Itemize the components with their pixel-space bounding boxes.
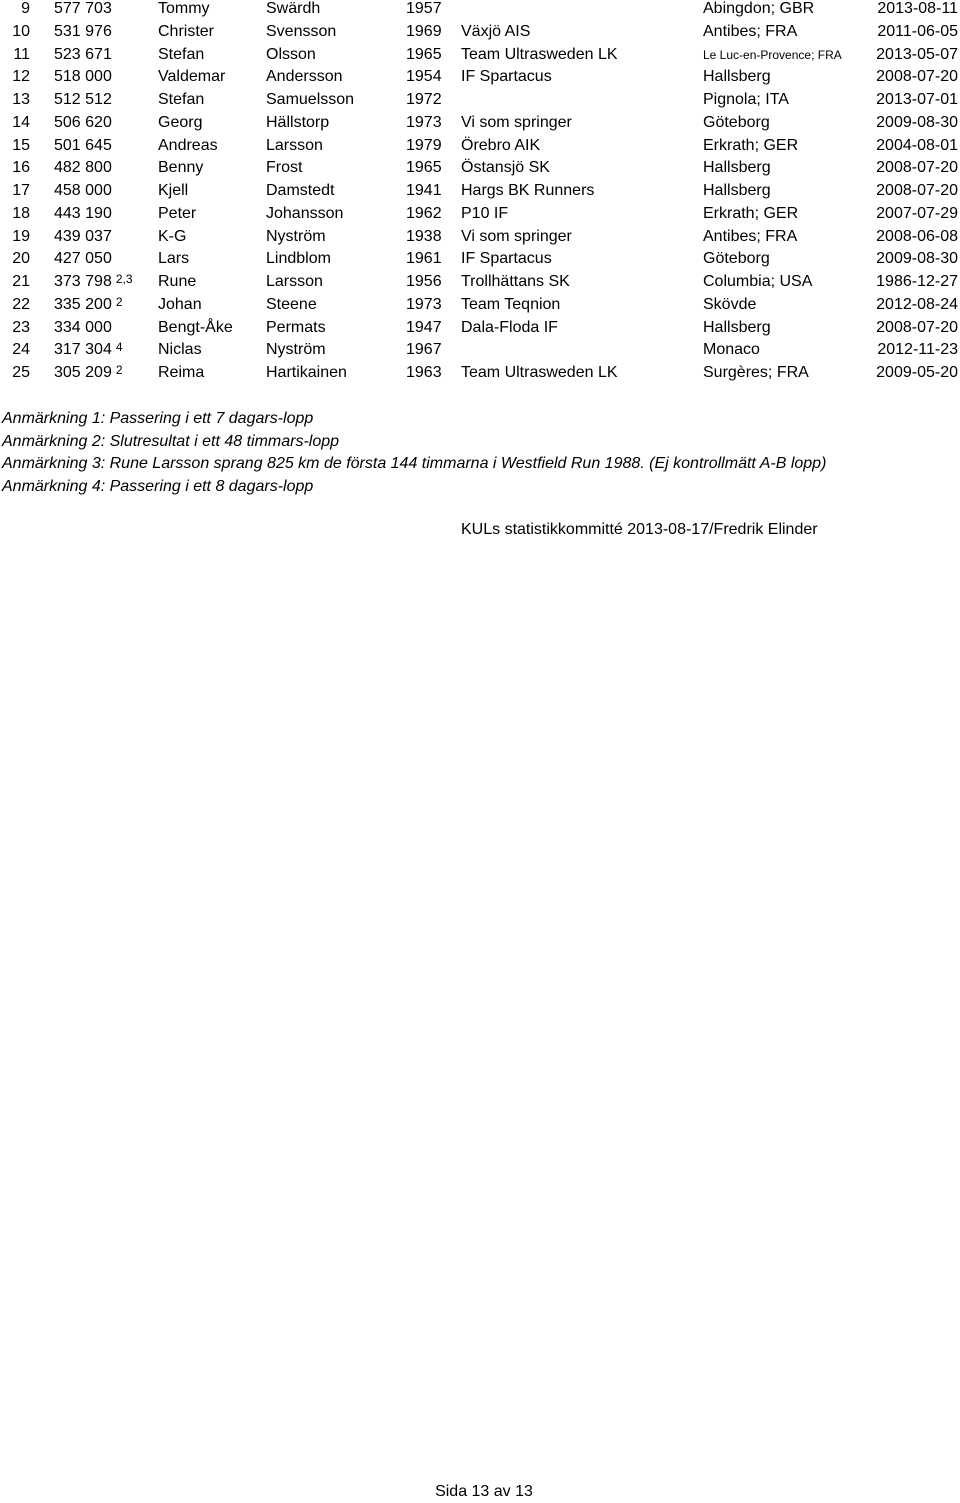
date-cell	[876, 91, 958, 109]
date-cell	[877, 0, 958, 18]
rank-cell-text: 24	[12, 341, 30, 359]
birth-year-cell	[406, 91, 442, 109]
birth-year-cell-text: 1972	[406, 91, 442, 108]
last-name-cell-text: Lindblom	[266, 250, 331, 268]
note-4: Anmärkning 4: Passering i ett 8 dagars-lopp	[2, 478, 314, 496]
points-cell-text: 518 000	[54, 68, 112, 86]
rank-cell	[0, 250, 30, 268]
last-name-cell	[266, 250, 331, 268]
first-name-cell-text: Peter	[158, 204, 197, 222]
first-name-cell	[158, 364, 204, 382]
first-name-cell-text: Reima	[158, 364, 205, 381]
table-row	[0, 23, 960, 45]
first-name-cell-text: Benny	[158, 159, 204, 177]
table-row	[0, 205, 960, 227]
place-cell	[703, 228, 797, 246]
last-name-cell-text: Samuelsson	[266, 91, 355, 108]
birth-year-cell-text: 1965	[406, 45, 442, 63]
place-cell	[703, 341, 760, 359]
place-cell	[703, 273, 812, 291]
points-cell-text: 512 512	[54, 91, 112, 108]
points-cell	[54, 205, 116, 223]
rank-cell	[0, 364, 30, 382]
club-cell	[461, 228, 572, 246]
last-name-cell	[266, 159, 302, 177]
place-cell	[703, 182, 771, 200]
table-row	[0, 250, 960, 272]
table-row	[0, 319, 960, 341]
rank-cell-text: 22	[12, 295, 30, 313]
date-cell	[876, 228, 958, 246]
first-name-cell-text: Niclas	[158, 341, 202, 359]
birth-year-cell-text: 1947	[406, 318, 442, 336]
rank-cell-text: 23	[12, 318, 30, 336]
birth-year-cell	[406, 273, 442, 291]
club-cell-text: IF Spartacus	[461, 68, 552, 86]
date-cell-text: 2008-06-08	[876, 227, 958, 245]
last-name-cell-text: Svensson	[266, 22, 337, 40]
first-name-cell-text: Bengt-Åke	[158, 318, 233, 336]
last-name-cell-text: Swärdh	[266, 0, 321, 17]
points-cell-text: 373 798	[54, 273, 112, 290]
birth-year-cell-text: 1961	[406, 250, 442, 268]
last-name-cell-text: Andersson	[266, 68, 343, 86]
place-cell-text: Hallsberg	[703, 182, 771, 199]
date-cell	[876, 205, 958, 223]
date-cell	[876, 46, 958, 64]
last-name-cell	[266, 296, 317, 314]
points-cell	[54, 114, 116, 132]
points-cell	[54, 250, 116, 268]
date-cell	[876, 273, 958, 291]
footnote-marker: 2,3	[115, 272, 133, 286]
last-name-cell-text: Frost	[266, 159, 303, 177]
points-cell-text: 427 050	[54, 250, 112, 268]
birth-year-cell	[406, 319, 442, 337]
points-cell-text: 335 200	[54, 295, 112, 313]
points-cell-text: 317 304	[54, 341, 112, 359]
footnote-marker: 2	[115, 363, 123, 377]
club-cell-text: Örebro AIK	[461, 136, 541, 154]
rank-cell	[0, 319, 30, 337]
birth-year-cell	[406, 296, 442, 314]
club-cell	[461, 364, 618, 382]
place-cell-text: Skövde	[703, 295, 757, 313]
last-name-cell-text: Larsson	[266, 136, 323, 154]
birth-year-cell	[406, 23, 442, 41]
rank-cell-text: 11	[13, 45, 30, 63]
first-name-cell	[158, 182, 188, 200]
birth-year-cell	[406, 46, 442, 64]
last-name-cell	[266, 182, 334, 200]
points-cell	[54, 296, 123, 314]
date-cell	[876, 68, 958, 86]
place-cell-text: Hallsberg	[703, 159, 771, 177]
place-cell-text: Göteborg	[703, 113, 770, 131]
last-name-cell	[266, 319, 326, 337]
birth-year-cell	[406, 205, 442, 223]
rank-cell	[0, 228, 30, 246]
club-cell-text: Östansjö SK	[461, 159, 550, 177]
date-cell	[876, 114, 958, 132]
last-name-cell	[266, 341, 326, 359]
first-name-cell	[158, 296, 202, 314]
first-name-cell	[158, 228, 186, 246]
page-number: Sida 13 av 13	[435, 1483, 533, 1500]
date-cell-text: 2009-08-30	[876, 113, 958, 131]
place-cell	[703, 0, 814, 18]
rank-cell	[0, 91, 30, 109]
place-cell	[703, 137, 798, 155]
table-row	[0, 114, 960, 136]
place-cell-text: Abingdon; GBR	[703, 0, 815, 17]
date-cell-text: 2012-11-23	[877, 341, 958, 359]
last-name-cell-text: Steene	[266, 295, 317, 313]
table-row	[0, 182, 960, 204]
birth-year-cell	[406, 68, 442, 86]
rank-cell-text: 16	[12, 159, 30, 177]
last-name-cell-text: Nyström	[266, 227, 326, 245]
place-cell-text: Monaco	[703, 341, 760, 359]
first-name-cell	[158, 159, 203, 177]
club-cell-text: Team Ultrasweden LK	[461, 364, 618, 381]
points-cell	[54, 273, 133, 291]
place-cell-text: Columbia; USA	[703, 273, 813, 290]
points-cell	[54, 341, 123, 359]
date-cell-text: 2008-07-20	[876, 318, 958, 336]
club-cell-text: Trollhättans SK	[461, 273, 570, 290]
first-name-cell-text: Kjell	[158, 182, 189, 199]
table-row	[0, 46, 960, 68]
place-cell	[703, 364, 809, 382]
first-name-cell	[158, 0, 210, 18]
first-name-cell	[158, 341, 202, 359]
date-cell	[876, 159, 958, 177]
place-cell-text: Hallsberg	[703, 318, 771, 336]
first-name-cell-text: Valdemar	[158, 68, 226, 86]
club-cell-text: Team Ultrasweden LK	[461, 45, 618, 63]
birth-year-cell-text: 1965	[406, 159, 442, 177]
rank-cell-text: 12	[12, 68, 30, 86]
last-name-cell-text: Olsson	[266, 45, 316, 63]
points-cell-text: 458 000	[54, 182, 112, 199]
statistics-credit: KULs statistikkommitté 2013-08-17/Fredrik Elinder	[461, 521, 818, 538]
rank-cell	[0, 0, 30, 18]
club-cell-text: Växjö AIS	[461, 22, 531, 40]
points-cell	[54, 364, 123, 382]
points-cell-text: 482 800	[54, 159, 112, 177]
place-cell-text: Göteborg	[703, 250, 770, 268]
first-name-cell-text: Georg	[158, 113, 203, 131]
last-name-cell	[266, 46, 316, 64]
place-cell	[703, 159, 771, 177]
rank-cell	[0, 68, 30, 86]
first-name-cell-text: K-G	[158, 227, 187, 245]
last-name-cell-text: Johansson	[266, 204, 344, 222]
birth-year-cell-text: 1963	[406, 364, 442, 381]
last-name-cell-text: Permats	[266, 318, 326, 336]
rank-cell-text: 10	[12, 22, 30, 40]
date-cell-text: 2009-05-20	[876, 364, 958, 381]
table-row	[0, 159, 960, 181]
birth-year-cell-text: 1969	[406, 22, 442, 40]
club-cell	[461, 159, 550, 177]
last-name-cell-text: Hartikainen	[266, 364, 347, 381]
birth-year-cell-text: 1941	[406, 182, 442, 199]
place-cell	[703, 46, 842, 64]
birth-year-cell	[406, 250, 442, 268]
date-cell-text: 1986-12-27	[876, 273, 958, 290]
birth-year-cell	[406, 114, 442, 132]
birth-year-cell	[406, 0, 442, 18]
table-row	[0, 228, 960, 250]
rank-cell	[0, 205, 30, 223]
date-cell-text: 2008-07-20	[876, 182, 958, 199]
club-cell-text: Team Teqnion	[461, 295, 561, 313]
points-cell-text: 334 000	[54, 318, 112, 336]
place-cell-text: Erkrath; GER	[703, 136, 799, 154]
date-cell-text: 2004-08-01	[876, 136, 958, 154]
place-cell	[703, 68, 771, 86]
date-cell	[876, 296, 958, 314]
birth-year-cell	[406, 137, 442, 155]
place-cell	[703, 296, 756, 314]
points-cell-text: 577 703	[54, 0, 112, 17]
last-name-cell-text: Damstedt	[266, 182, 335, 199]
birth-year-cell-text: 1973	[406, 295, 442, 313]
place-cell-text: Le Luc-en-Provence; FRA	[703, 47, 842, 62]
birth-year-cell-text: 1956	[406, 273, 442, 290]
table-row	[0, 137, 960, 159]
place-cell-text: Erkrath; GER	[703, 204, 799, 222]
last-name-cell-text: Nyström	[266, 341, 326, 359]
club-cell-text: Vi som springer	[461, 113, 572, 131]
first-name-cell	[158, 91, 204, 109]
club-cell-text: IF Spartacus	[461, 250, 552, 268]
date-cell-text: 2013-07-01	[876, 91, 958, 108]
rank-cell	[0, 23, 30, 41]
points-cell	[54, 46, 116, 64]
birth-year-cell	[406, 341, 442, 359]
club-cell	[461, 137, 540, 155]
last-name-cell	[266, 205, 343, 223]
rank-cell	[0, 114, 30, 132]
points-cell	[54, 91, 116, 109]
table-row	[0, 364, 960, 386]
place-cell	[703, 319, 771, 337]
notes-section	[2, 408, 826, 499]
club-cell-text: Vi som springer	[461, 227, 572, 245]
points-cell	[54, 23, 116, 41]
note-3: Anmärkning 3: Rune Larsson sprang 825 km de första 144 timmarna i Westfield Run 1988. (Ej kontrollmätt A-B lopp)	[2, 455, 827, 473]
place-cell-text: Surgères; FRA	[703, 364, 809, 381]
last-name-cell	[266, 137, 323, 155]
date-cell-text: 2013-05-07	[876, 45, 958, 63]
rank-cell	[0, 137, 30, 155]
place-cell	[703, 23, 797, 41]
points-cell-text: 501 645	[54, 136, 112, 154]
club-cell	[461, 46, 618, 64]
rank-cell-text: 20	[12, 250, 30, 268]
birth-year-cell-text: 1967	[406, 341, 442, 359]
place-cell-text: Hallsberg	[703, 68, 771, 86]
first-name-cell	[158, 23, 214, 41]
footnote-marker: 2	[115, 294, 123, 309]
birth-year-cell	[406, 159, 442, 177]
place-cell	[703, 91, 789, 109]
last-name-cell	[266, 273, 323, 291]
club-cell	[461, 182, 594, 200]
club-cell-text: Hargs BK Runners	[461, 182, 595, 199]
first-name-cell	[158, 250, 189, 268]
club-cell	[461, 250, 552, 268]
points-cell	[54, 319, 116, 337]
points-cell-text: 443 190	[54, 204, 112, 222]
first-name-cell-text: Rune	[158, 273, 197, 290]
first-name-cell-text: Lars	[158, 250, 190, 268]
first-name-cell	[158, 205, 196, 223]
birth-year-cell	[406, 228, 442, 246]
points-cell	[54, 159, 116, 177]
birth-year-cell-text: 1954	[406, 68, 442, 86]
last-name-cell	[266, 23, 336, 41]
place-cell	[703, 250, 770, 268]
rank-cell-text: 13	[12, 91, 30, 108]
birth-year-cell-text: 1962	[406, 204, 442, 222]
place-cell-text: Antibes; FRA	[703, 227, 798, 245]
last-name-cell-text: Larsson	[266, 273, 323, 290]
birth-year-cell	[406, 364, 442, 382]
club-cell-text: Dala-Floda IF	[461, 318, 558, 336]
club-cell-text: P10 IF	[461, 204, 509, 222]
date-cell-text: 2009-08-30	[876, 250, 958, 268]
first-name-cell-text: Stefan	[158, 45, 205, 63]
points-cell	[54, 0, 116, 18]
club-cell	[461, 114, 572, 132]
first-name-cell	[158, 273, 196, 291]
club-cell	[461, 68, 552, 86]
points-cell-text: 439 037	[54, 227, 112, 245]
rank-cell-text: 21	[12, 273, 30, 290]
points-cell	[54, 228, 116, 246]
date-cell-text: 2008-07-20	[876, 159, 958, 177]
rank-cell	[0, 273, 30, 291]
rank-cell-text: 15	[12, 136, 30, 154]
last-name-cell	[266, 91, 354, 109]
rank-cell	[0, 296, 30, 314]
club-cell	[461, 23, 530, 41]
note-2: Anmärkning 2: Slutresultat i ett 48 timmars-lopp	[2, 432, 340, 450]
birth-year-cell-text: 1979	[406, 136, 442, 154]
date-cell	[876, 319, 958, 337]
date-cell-text: 2007-07-29	[876, 204, 958, 222]
last-name-cell	[266, 68, 343, 86]
points-cell	[54, 182, 116, 200]
rank-cell-text: 14	[12, 113, 30, 131]
first-name-cell	[158, 319, 233, 337]
last-name-cell	[266, 228, 326, 246]
table-row	[0, 341, 960, 363]
place-cell	[703, 114, 770, 132]
club-cell	[461, 296, 560, 314]
club-cell	[461, 273, 570, 291]
first-name-cell	[158, 114, 202, 132]
points-cell-text: 523 671	[54, 45, 112, 63]
points-cell	[54, 137, 116, 155]
table-row	[0, 273, 960, 295]
points-cell-text: 531 976	[54, 22, 112, 40]
last-name-cell	[266, 114, 329, 132]
points-cell-text: 506 620	[54, 113, 112, 131]
rank-cell	[0, 341, 30, 359]
first-name-cell-text: Christer	[158, 22, 215, 40]
rank-cell	[0, 46, 30, 64]
table-row	[0, 91, 960, 113]
first-name-cell	[158, 68, 225, 86]
place-cell-text: Antibes; FRA	[703, 22, 798, 40]
table-row	[0, 296, 960, 318]
last-name-cell	[266, 0, 320, 18]
birth-year-cell	[406, 182, 442, 200]
birth-year-cell-text: 1957	[406, 0, 442, 17]
date-cell-text: 2013-08-11	[877, 0, 958, 17]
first-name-cell-text: Stefan	[158, 91, 205, 108]
rank-cell-text: 17	[12, 182, 30, 199]
first-name-cell-text: Tommy	[158, 0, 210, 17]
rank-cell	[0, 182, 30, 200]
rank-cell-text: 19	[12, 227, 30, 245]
place-cell-text: Pignola; ITA	[703, 91, 789, 108]
last-name-cell-text: Hällstorp	[266, 113, 330, 131]
date-cell-text: 2011-06-05	[877, 22, 958, 40]
first-name-cell-text: Johan	[158, 295, 202, 313]
date-cell	[876, 182, 958, 200]
date-cell	[876, 364, 958, 382]
club-cell	[461, 319, 558, 337]
place-cell	[703, 205, 798, 223]
first-name-cell	[158, 137, 218, 155]
rank-cell	[0, 159, 30, 177]
date-cell	[877, 341, 958, 359]
first-name-cell-text: Andreas	[158, 136, 218, 154]
rank-cell-text: 25	[12, 364, 30, 381]
last-name-cell	[266, 364, 347, 382]
table-row	[0, 0, 960, 22]
date-cell	[876, 137, 958, 155]
rank-cell-text: 18	[12, 204, 30, 222]
table-row	[0, 68, 960, 90]
footnote-marker: 4	[115, 340, 123, 355]
birth-year-cell-text: 1973	[406, 113, 442, 131]
birth-year-cell-text: 1938	[406, 227, 442, 245]
date-cell	[877, 23, 958, 41]
club-cell	[461, 205, 508, 223]
date-cell-text: 2008-07-20	[876, 68, 958, 86]
date-cell	[876, 250, 958, 268]
points-cell-text: 305 209	[54, 364, 112, 381]
date-cell-text: 2012-08-24	[876, 295, 958, 313]
note-1: Anmärkning 1: Passering i ett 7 dagars-lopp	[2, 410, 314, 427]
rank-cell-text: 9	[21, 0, 30, 17]
points-cell	[54, 68, 116, 86]
first-name-cell	[158, 46, 204, 64]
